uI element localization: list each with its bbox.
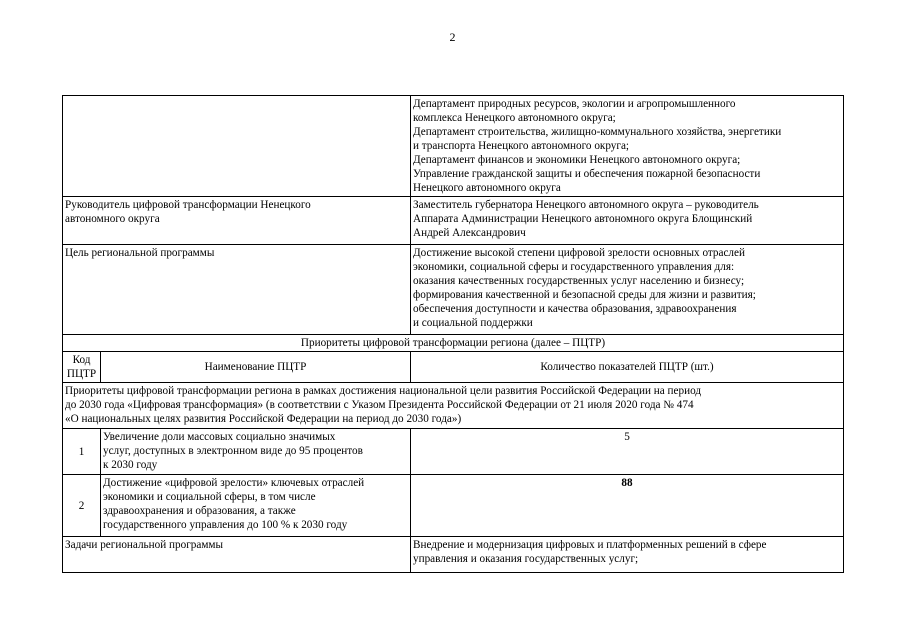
priority-count: 5 bbox=[411, 429, 844, 475]
tasks-row bbox=[63, 537, 844, 573]
page-number: 2 bbox=[449, 30, 456, 44]
program-passport-table bbox=[62, 95, 844, 573]
tasks-label: Задачи региональной программы bbox=[63, 537, 411, 573]
priority-name: Увеличение доли массовых социально значимых услуг, доступных в электронном виде до 95 процентов к 2030 году bbox=[101, 429, 411, 475]
priority-name: Достижение «цифровой зрелости» ключевых отраслей экономики и социальной сферы, в том числе здравоохранения и образования, а также государственного управления до 100 % к 2030 году bbox=[101, 475, 411, 537]
head-row bbox=[63, 197, 844, 245]
departments-row bbox=[63, 96, 844, 197]
goal-label: Цель региональной программы bbox=[63, 245, 411, 335]
goal-value: Достижение высокой степени цифровой зрелости основных отраслей экономики, социальной сферы и государственного управления для: оказания качественных государственных услуг населению и бизнесу; формирования качественной и безопасной среды для жизни и развития; обеспечения доступности и качества образования, здравоохранения и социальной поддержки bbox=[411, 245, 844, 335]
priority-row-2 bbox=[63, 475, 844, 537]
column-name: Наименование ПЦТР bbox=[101, 352, 411, 383]
departments-label bbox=[63, 96, 411, 197]
priority-code: 1 bbox=[63, 429, 101, 475]
head-label: Руководитель цифровой трансформации Ненецкого автономного округа bbox=[63, 197, 411, 245]
head-value: Заместитель губернатора Ненецкого автономного округа – руководитель Аппарата Администрации Ненецкого автономного округа Блощинский Андрей Александрович bbox=[411, 197, 844, 245]
column-code: Код ПЦТР bbox=[63, 352, 101, 383]
goal-row bbox=[63, 245, 844, 335]
departments-value: Департамент природных ресурсов, экологии и агропромышленного комплекса Ненецкого автономного округа; Департамент строительства, жилищно-коммунального хозяйства, энергетики и транспорта Ненецкого автономного округа; Департамент финансов и экономики Ненецкого автономного округа; Управление гражданской защиты и обеспечения пожарной безопасности Ненецкого автономного округа bbox=[411, 96, 844, 197]
column-count: Количество показателей ПЦТР (шт.) bbox=[411, 352, 844, 383]
priority-row-1 bbox=[63, 429, 844, 475]
priority-count: 88 bbox=[411, 475, 844, 537]
tasks-value: Внедрение и модернизация цифровых и платформенных решений в сфере управления и оказания государственных услуг; bbox=[411, 537, 844, 573]
national-goal-row bbox=[63, 383, 844, 429]
priority-code: 2 bbox=[63, 475, 101, 537]
national-goal-text: Приоритеты цифровой трансформации региона в рамках достижения национальной цели развития Российской Федерации на период до 2030 года «Цифровая трансформация» (в соответствии с Указом Президента Российской Федерации от 21 июля 2020 года № 474 «О национальных целях развития Российской Федерации на период до 2030 года») bbox=[63, 383, 844, 429]
priorities-header-row bbox=[63, 335, 844, 352]
priorities-header: Приоритеты цифровой трансформации региона (далее – ПЦТР) bbox=[63, 335, 844, 352]
columns-header-row bbox=[63, 352, 844, 383]
